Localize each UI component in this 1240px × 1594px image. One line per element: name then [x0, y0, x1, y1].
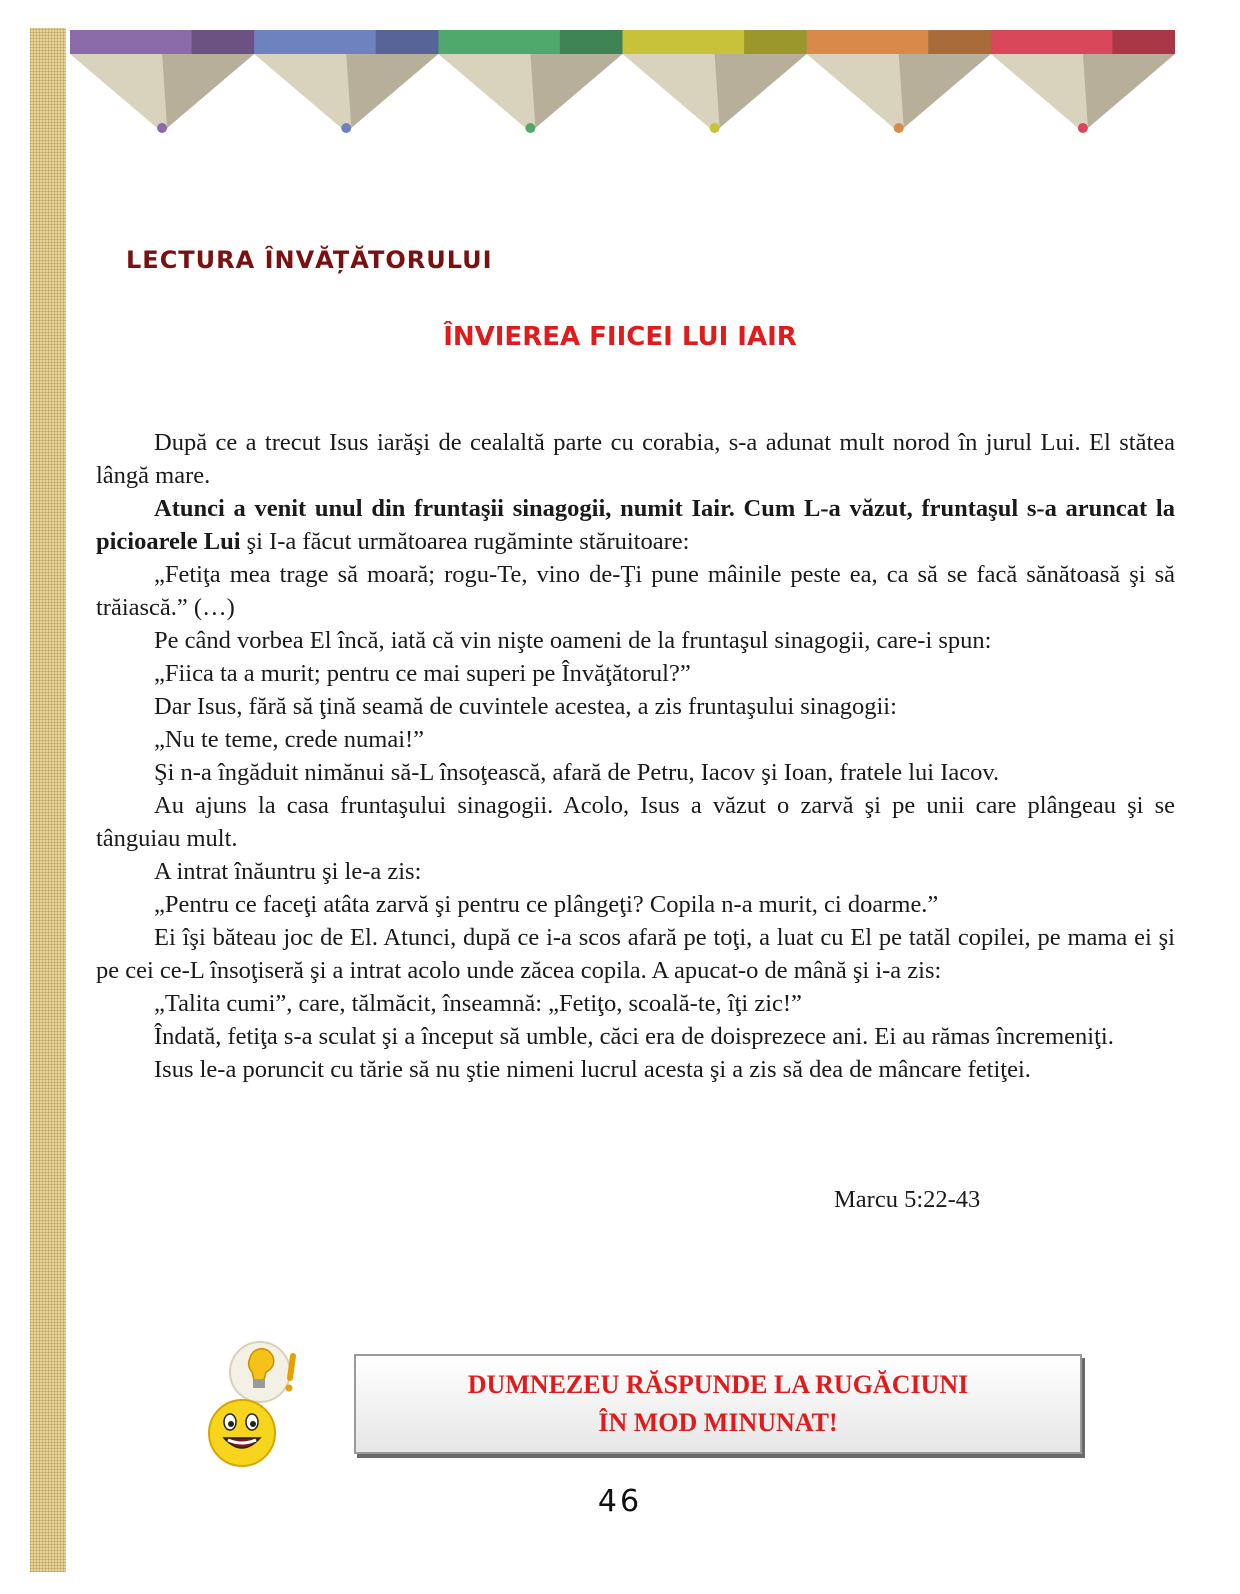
paragraph-text: După ce a trecut Isus iarăşi de cealaltă parte cu corabia, s-a adunat mult norod în jurul Lui. El stătea lângă mare. [96, 429, 1175, 489]
story-paragraph [96, 756, 1175, 789]
story-paragraph [96, 921, 1175, 987]
scripture-reference: Marcu 5:22-43 [834, 1186, 981, 1213]
paragraph-text: Isus le-a poruncit cu tărie să nu ştie nimeni lucrul acesta şi a zis să dea de mâncare fetiţei. [154, 1056, 1031, 1083]
story-body [96, 426, 1175, 1086]
pencil-tip [438, 30, 623, 133]
paragraph-text: Dar Isus, fără să ţină seamă de cuvintele acestea, a zis fruntaşului sinagogii: [154, 693, 897, 720]
story-paragraph [96, 855, 1175, 888]
paragraph-text: „Talita cumi”, care, tălmăcit, înseamnă: „Fetiţo, scoală-te, îţi zic!” [154, 990, 802, 1017]
pencil-tip [991, 30, 1175, 133]
story-paragraph [96, 987, 1175, 1020]
section-heading: LECTURA ÎNVĂȚĂTORULUI [126, 246, 493, 274]
key-message-box [354, 1354, 1082, 1454]
pencil-tip [254, 30, 439, 133]
pencil-tip [807, 30, 992, 133]
story-paragraph [96, 888, 1175, 921]
paragraph-text: A intrat înăuntru şi le-a zis: [154, 858, 422, 885]
paragraph-text: „Pentru ce faceţi atâta zarvă şi pentru ce plângeţi? Copila n-a murit, ci doarme.” [154, 891, 939, 918]
decorative-side-strip [30, 28, 66, 1572]
pencil-tip [623, 30, 808, 133]
pencil-tip [70, 30, 255, 133]
story-paragraph [96, 789, 1175, 855]
paragraph-text: Ei îşi băteau joc de El. Atunci, după ce i-a scos afară pe toţi, a luat cu El pe tatăl copilei, pe mama ei şi pe cei ce-L însoţiseră şi a intrat acolo unde zăcea copila. A apucat-o de mână şi i-a zis: [96, 924, 1175, 984]
emphasized-text: Atunci a venit unul din fruntaşii sinagogii, numit Iair. Cum L-a văzut, fruntaşul s-a aruncat la picioarele Lui [96, 495, 1175, 555]
paragraph-text: Şi n-a îngăduit nimănui să-L însoţească, afară de Petru, Iacov şi Ioan, fratele lui Iacov. [154, 759, 1000, 786]
story-paragraph [96, 624, 1175, 657]
smiley-lightbulb-icon [200, 1338, 310, 1468]
story-paragraph [96, 558, 1175, 624]
paragraph-text: „Fiica ta a murit; pentru ce mai superi pe Învăţătorul?” [154, 660, 691, 687]
paragraph-text: Au ajuns la casa fruntaşului sinagogii. Acolo, Isus a văzut o zarvă şi pe unii care plângeau şi se tânguiau mult. [96, 792, 1175, 852]
story-paragraph [96, 1053, 1175, 1086]
key-message-line-2: ÎN MOD MINUNAT! [598, 1408, 838, 1437]
key-message-line-1: DUMNEZEU RĂSPUNDE LA RUGĂCIUNI [467, 1370, 969, 1399]
paragraph-text: şi I-a făcut următoarea rugăminte stăruitoare: [240, 528, 690, 555]
story-paragraph [96, 1020, 1175, 1053]
story-paragraph [96, 426, 1175, 492]
paragraph-text: „Nu te teme, crede numai!” [154, 726, 425, 753]
paragraph-text: „Fetiţa mea trage să moară; rogu-Te, vino de-Ţi pune mâinile peste ea, ca să se facă sănătoasă şi să trăiască.” (…) [96, 561, 1175, 621]
page-number: 46 [597, 1484, 643, 1519]
story-paragraph [96, 723, 1175, 756]
story-paragraph [96, 657, 1175, 690]
story-title: ÎNVIEREA FIICEI LUI IAIR [443, 322, 797, 352]
paragraph-text: Îndată, fetiţa s-a sculat şi a început să umble, căci era de doisprezece ani. Ei au rămas încremeniţi. [154, 1023, 1114, 1050]
paragraph-text: Pe când vorbea El încă, iată că vin nişte oameni de la fruntaşul sinagogii, care-i spun: [154, 627, 992, 654]
story-paragraph [96, 690, 1175, 723]
pencil-tips-banner [70, 30, 1175, 140]
story-paragraph [96, 492, 1175, 558]
